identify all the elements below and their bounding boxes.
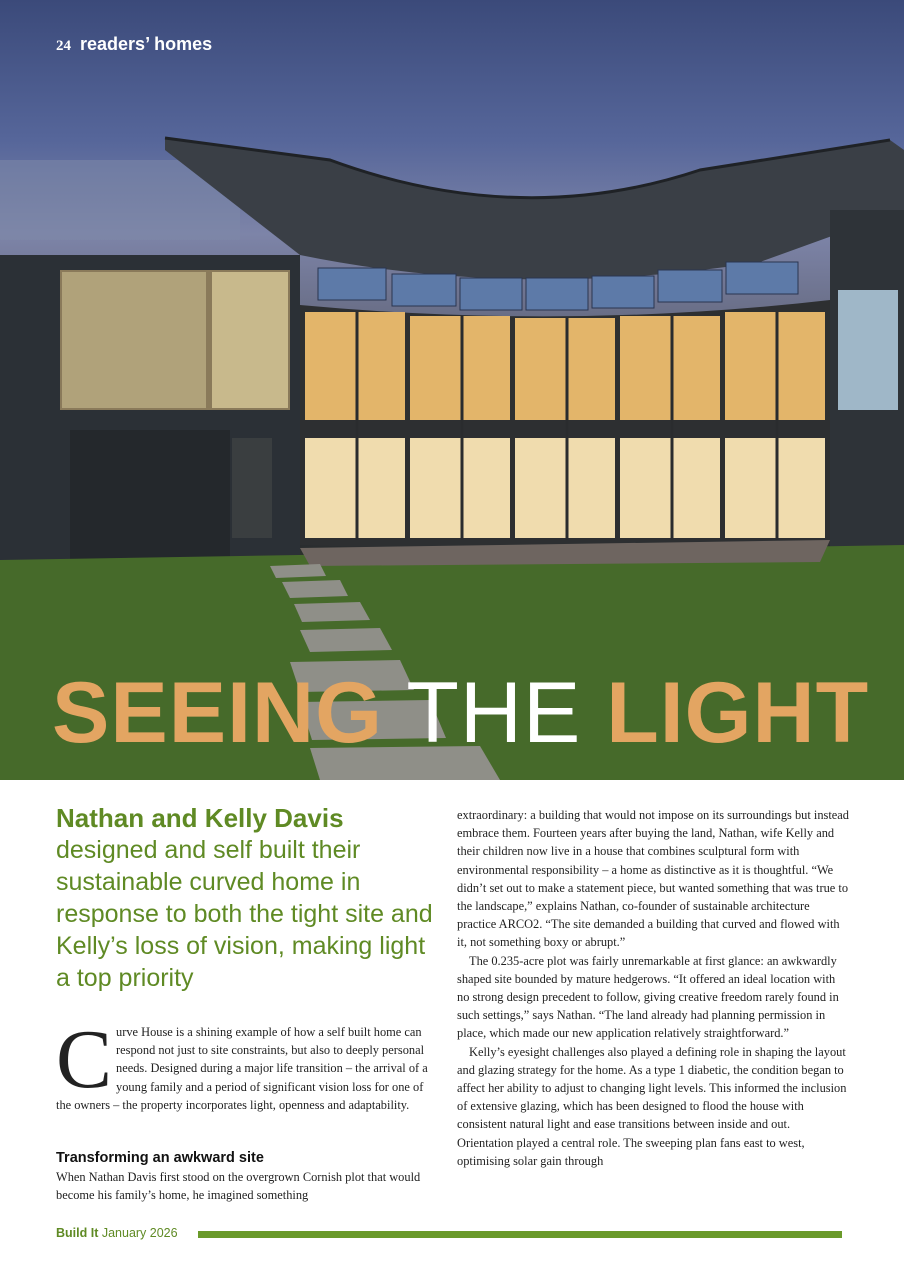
standfirst-text: designed and self built their sustainable curved home in response to both the tight site and Kelly’s loss of vision, making light a top priority bbox=[56, 836, 433, 992]
intro-paragraph bbox=[56, 1013, 431, 1114]
footer-rule bbox=[198, 1231, 842, 1238]
magazine-name: Build It bbox=[56, 1226, 99, 1240]
body-column-left bbox=[56, 1168, 431, 1204]
body-paragraph: When Nathan Davis first stood on the overgrown Cornish plot that would become his family’s home, he imagined something bbox=[56, 1170, 421, 1203]
headline-word-light: LIGHT bbox=[606, 665, 870, 761]
body-paragraph: The 0.235-acre plot was fairly unremarkable at first glance: an awkwardly shaped site bounded by mature hedgerows. “It offered an ideal location with no strong design precedent to follow, giving creative freedom rarely found in such settings,” says Nathan. “The land already had planning permission in place, which made our new application relatively straightforward.” bbox=[457, 953, 839, 1041]
intro-text: urve House is a shining example of how a self built home can respond not just to site constraints, but also to deeply personal needs. Designed during a major life transition – the arrival of a young family and a period of significant vision loss for one of the owners – the property incorporates light, openness and adaptability. bbox=[56, 1025, 428, 1112]
subheading-transforming: Transforming an awkward site bbox=[56, 1150, 264, 1166]
drop-cap: C bbox=[56, 1013, 113, 1106]
body-column-right bbox=[457, 806, 849, 1170]
body-paragraph: Kelly’s eyesight challenges also played a defining role in shaping the layout and glazing strategy for the home. As a type 1 diabetic, the condition began to affect her ability to adjust to changing light levels. This informed the inclusion of extensive glazing, which has been designed to flood the house with consistent natural light and ease transitions between inside and out. Orientation played a central role. The sweeping plan fans east to west, optimising solar gain through bbox=[457, 1044, 847, 1168]
headline-word-seeing: SEEING bbox=[52, 665, 383, 761]
page-number: 24 bbox=[56, 38, 71, 54]
section-label: readers’ homes bbox=[80, 34, 213, 54]
issue-date: January 2026 bbox=[98, 1226, 178, 1240]
body-paragraph: extraordinary: a building that would not impose on its surroundings but instead embrace them. Fourteen years after buying the land, Nathan, wife Kelly and their children now live in a house that combines sculptural form with environmental responsibility – a home as distinctive as it is thoughtful. “We didn’t set out to make a statement piece, but wanted something that was true to the landscape,” explains Nathan, co-founder of sustainable architecture practice ARCO2. “The site demanded a building that curved and flowed with it, not something boxy or abrupt.” bbox=[457, 808, 849, 950]
page-footer bbox=[56, 1226, 178, 1240]
headline bbox=[52, 665, 870, 761]
standfirst-names: Nathan and Kelly Davis bbox=[56, 803, 344, 833]
page-header bbox=[56, 34, 212, 55]
headline-word-the: THE bbox=[382, 665, 607, 761]
